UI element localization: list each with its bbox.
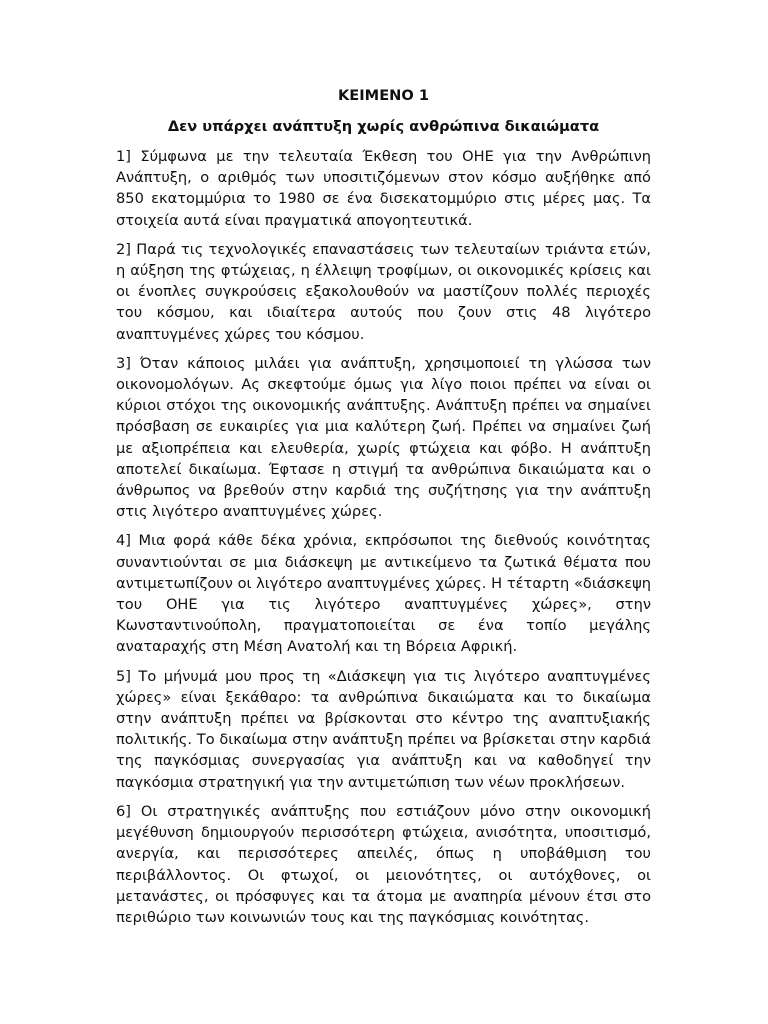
paragraph-3: 3] Όταν κάποιος μιλάει για ανάπτυξη, χρησιμοποιεί τη γλώσσα των οικονομολόγων. Ας σκεφτούμε όμως για λίγο ποιοι πρέπει να είναι οι κύριοι στόχοι της οικονομικής ανάπτυξης. Ανάπτυξη πρέπει να σημαίνει πρόσβαση σε ευκαιρίες για μια καλύτερη ζωή. Πρέπει να σημαίνει ζωή με αξιοπρέπεια και ελευθερία, χωρίς φτώχεια και φόβο. Η ανάπτυξη αποτελεί δικαίωμα. Έφτασε η στιγμή τα ανθρώπινα δικαιώματα και ο άνθρωπος να βρεθούν στην καρδιά της συζήτησης για την ανάπτυξη στις λιγότερο αναπτυγμένες χώρες. [116, 354, 651, 521]
paragraph-5: 5] Το μήνυμά μου προς τη «Διάσκεψη για τις λιγότερο αναπτυγμένες χώρες» είναι ξεκάθαρο: τα ανθρώπινα δικαιώματα και το δικαίωμα στην ανάπτυξη πρέπει να βρίσκονται στο κέντρο της αναπτυξιακής πολιτικής. Το δικαίωμα στην ανάπτυξη πρέπει να βρίσκεται στην καρδιά της παγκόσμιας συνεργασίας για ανάπτυξη και να καθοδηγεί την παγκόσμια στρατηγική για την αντιμετώπιση των νέων προκλήσεων. [116, 667, 651, 791]
paragraph-6: 6] Οι στρατηγικές ανάπτυξης που εστιάζουν μόνο στην οικονομική μεγέθυνση δημιουργούν περισσότερη φτώχεια, ανισότητα, υποσιτισμό, ανεργία, και περισσότερες απειλές, όπως η υποβάθμιση του περιβάλλοντος. Οι φτωχοί, οι μειονότητες, οι αυτόχθονες, οι μετανάστες, οι πρόσφυγες και τα άτομα με αναπηρία μένουν έτσι στο περιθώριο των κοινωνιών τους και της παγκόσμιας κοινότητας. [116, 802, 651, 926]
document-title: Δεν υπάρχει ανάπτυξη χωρίς ανθρώπινα δικαιώματα [167, 118, 600, 135]
paragraph-4: 4] Μια φορά κάθε δέκα χρόνια, εκπρόσωποι της διεθνούς κοινότητας συναντιούνται σε μια διάσκεψη με αντικείμενο τα ζωτικά θέματα που αντιμετωπίζουν οι λιγότερο αναπτυγμένες χώρες. Η τέταρτη «διάσκεψη του ΟΗΕ για τις λιγότερο αναπτυγμένες χώρες», στην Κωνσταντινούπολη, πραγματοποιείται σε ένα τοπίο μεγάλης αναταραχής στη Μέση Ανατολή και τη Βόρεια Αφρική. [116, 532, 651, 656]
document-label: ΚΕΙΜΕΝΟ 1 [337, 87, 430, 104]
paragraph-1: 1] Σύμφωνα με την τελευταία Έκθεση του ΟΗΕ για την Ανθρώπινη Ανάπτυξη, ο αριθμός των υποσιτιζόμενων στον κόσμο αυξήθηκε από 850 εκατομμύρια το 1980 σε ένα δισεκατομμύριο στις μέρες μας. Τα στοιχεία αυτά είναι πραγματικά απογοητευτικά. [116, 148, 651, 229]
paragraph-2: 2] Παρά τις τεχνολογικές επαναστάσεις των τελευταίων τριάντα ετών, η αύξηση της φτώχειας, η έλλειψη τροφίμων, οι οικονομικές κρίσεις και οι ένοπλες συγκρούσεις εξακολουθούν να μαστίζουν πολλές περιοχές του κόσμου, και ιδιαίτερα αυτούς που ζουν στις 48 λιγότερο αναπτυγμένες χώρες του κόσμου. [116, 240, 651, 343]
document-page [116, 84, 651, 936]
